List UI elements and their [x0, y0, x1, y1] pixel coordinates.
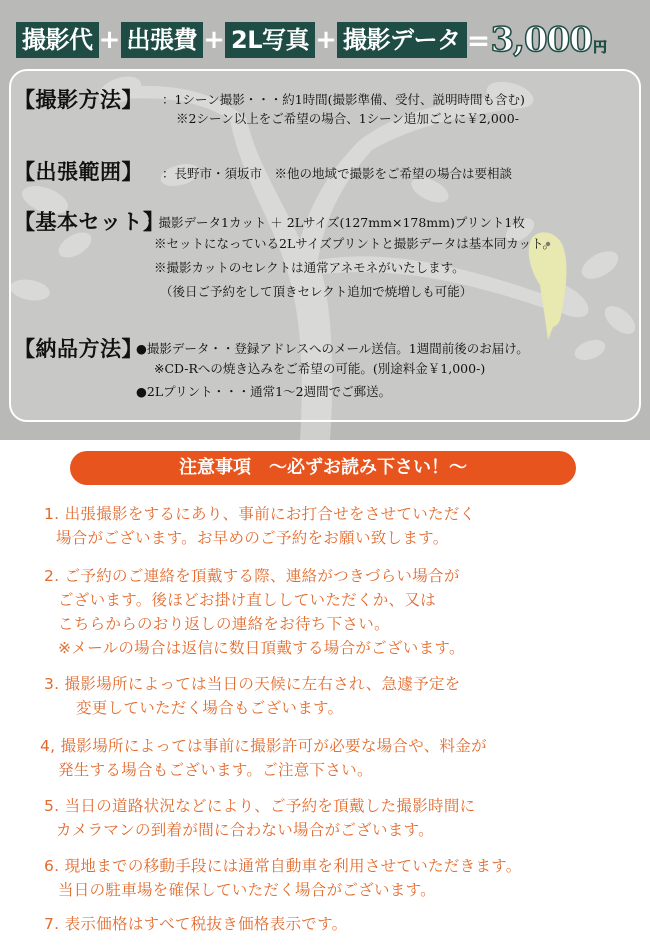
basic-line: ※撮影カットのセレクトは通常アネモネがいたします。	[154, 260, 465, 275]
notice-item-2-cont: ございます。後ほどお掛け直ししていただくか、又は	[58, 591, 436, 609]
section-heading-area: 【出張範囲】	[14, 159, 143, 184]
currency-label: 円	[592, 40, 607, 56]
notice-item-4-cont: 発生する場合もございます。ご注意下さい。	[58, 761, 373, 779]
item-travel-fee: 出張費	[121, 22, 204, 58]
notice-item-2-cont: ※メールの場合は返信に数日頂戴する場合がございます。	[58, 639, 465, 657]
plus-sign: +	[98, 25, 121, 55]
delivery-line: ●撮影データ・・登録アドレスへのメール送信。1週間前後のお届け。	[136, 341, 529, 356]
section-heading-method: 【撮影方法】	[14, 87, 143, 112]
basic-line: （後日ご予約をして頂きセレクト追加で焼増しも可能）	[160, 284, 473, 299]
section-heading-delivery: 【納品方法】	[14, 336, 143, 361]
notice-item-7: 7. 表示価格はすべて税抜き価格表示です。	[44, 915, 348, 933]
price-formula	[16, 20, 607, 60]
notice-item-1: 1. 出張撮影をするにあり、事前にお打合せをさせていただく	[44, 505, 476, 523]
delivery-line: ※CD-Rへの焼き込みをご希望の可能。(別途料金￥1,000-)	[154, 361, 486, 376]
plus-sign: +	[315, 25, 337, 55]
delivery-line: ●2Lプリント・・・通常1～2週間でご郵送。	[136, 384, 392, 399]
method-line: ※2シーン以上をご希望の場合、1シーン追加ごとに￥2,000-	[176, 111, 519, 126]
notice-item-1-cont: 場合がございます。お早めのご予約をお願い致します。	[56, 529, 449, 547]
notice-item-3: 3. 撮影場所によっては当日の天候に左右され、急遽予定を	[44, 675, 461, 693]
notice-item-5: 5. 当日の道路状況などにより、ご予約を頂戴した撮影時間に	[44, 797, 476, 815]
item-shooting-fee: 撮影代	[16, 22, 99, 58]
item-shooting-data: 撮影データ	[337, 22, 467, 58]
notice-item-2: 2. ご予約のご連絡を頂戴する際、連絡がつきづらい場合が	[44, 567, 460, 585]
notice-item-5-cont: カメラマンの到着が間に合わない場合がございます。	[56, 821, 434, 839]
section-heading-basic-set: 【基本セット】	[14, 209, 165, 234]
notice-item-3-cont: 変更していただく場合もございます。	[76, 699, 344, 717]
notice-title: 注意事項 ～必ずお読み下さい！～	[70, 451, 576, 485]
notice-item-4: 4, 撮影場所によっては事前に撮影許可が必要な場合や、料金が	[40, 737, 487, 755]
price-section	[0, 0, 650, 440]
notice-item-6-cont: 当日の駐車場を確保していただく場合がございます。	[58, 881, 436, 899]
total-price: 3,000	[490, 20, 592, 60]
equals-sign: =	[466, 23, 491, 57]
plus-sign: +	[203, 25, 225, 55]
method-line: ：1シーン撮影・・・約1時間(撮影準備、受付、説明時間も含む)	[162, 92, 525, 107]
basic-line: ※セットになっている2Lサイズプリントと撮影データは基本同カット。	[154, 236, 556, 251]
notice-item-2-cont: こちらからのおり返しの連絡をお待ち下さい。	[58, 615, 390, 633]
area-line: ：長野市・須坂市 ※他の地域で撮影をご希望の場合は要相談	[162, 166, 513, 181]
notice-item-6: 6. 現地までの移動手段には通常自動車を利用させていただきます。	[44, 857, 522, 875]
basic-line: ：撮影データ1カット ＋ 2Lサイズ(127mm×178mm)プリント1枚	[146, 215, 525, 230]
item-2l-photo: 2L写真	[225, 22, 315, 58]
